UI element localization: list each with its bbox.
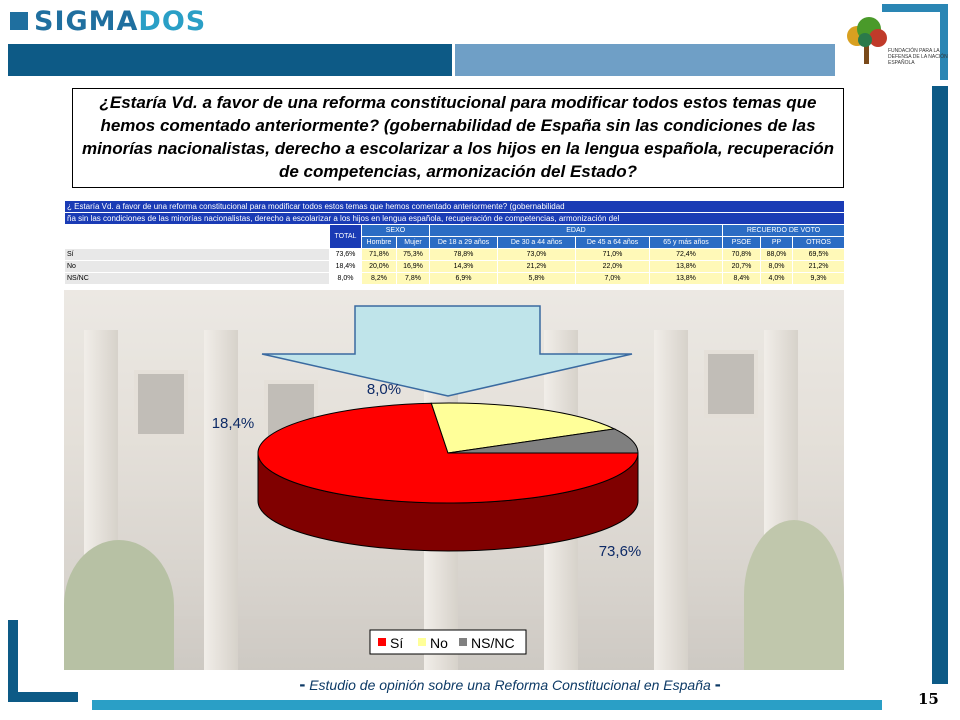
down-arrow-icon xyxy=(262,306,632,396)
data-label: 8,0% xyxy=(366,381,402,398)
chart-legend xyxy=(370,630,526,654)
cell: 8,4% xyxy=(723,273,761,285)
column-header: Mujer xyxy=(397,237,430,249)
cell: 21,2% xyxy=(793,261,845,273)
cell: 71,0% xyxy=(576,249,650,261)
legend-swatch xyxy=(378,638,386,646)
cell: 16,9% xyxy=(397,261,430,273)
cell: 8,2% xyxy=(362,273,397,285)
column-header: De 18 a 29 años xyxy=(430,237,498,249)
cell: 88,0% xyxy=(761,249,793,261)
column-header: OTROS xyxy=(793,237,845,249)
cell: 69,5% xyxy=(793,249,845,261)
cell-total: 18,4% xyxy=(330,261,362,273)
row-label: No xyxy=(65,261,330,273)
row-label: NS/NC xyxy=(65,273,330,285)
group-header-voto: RECUERDO DE VOTO xyxy=(723,225,845,237)
legend-label: NS/NC xyxy=(471,635,515,651)
cell: 78,8% xyxy=(430,249,498,261)
cell: 4,0% xyxy=(761,273,793,285)
sigmados-logo: SIGMADOS xyxy=(34,6,207,37)
total-header: TOTAL xyxy=(330,225,362,249)
legend-label: No xyxy=(430,635,448,651)
legend-swatch xyxy=(459,638,467,646)
legend-swatch xyxy=(418,638,426,646)
cell: 8,0% xyxy=(761,261,793,273)
cell: 70,8% xyxy=(723,249,761,261)
legend-label: Sí xyxy=(390,635,404,651)
cell: 73,0% xyxy=(498,249,576,261)
cell-total: 8,0% xyxy=(330,273,362,285)
cell: 75,3% xyxy=(397,249,430,261)
table-title-line1: ¿ Estaría Vd. a favor de una reforma constitucional para modificar todos estos temas que hemos comentado anteriormente? (gobernabilidad xyxy=(65,201,845,213)
cell: 20,7% xyxy=(723,261,761,273)
column-header: De 30 a 44 años xyxy=(498,237,576,249)
question-box: ¿Estaría Vd. a favor de una reforma constitucional para modificar todos estos temas que hemos comentado anteriormente? (gobernabilidad de España sin las condiciones de las minorías nacionalistas, derecho a escolarizar a los hijos en la lengua española, recuperación de competencias, armonización del Estado? xyxy=(72,88,844,188)
cell: 22,0% xyxy=(576,261,650,273)
foundation-text: FUNDACIÓN PARA LA DEFENSA DE LA NACIÓN ESPAÑOLA xyxy=(888,48,948,66)
cell: 5,8% xyxy=(498,273,576,285)
cell: 13,8% xyxy=(650,261,723,273)
page-number: 15 xyxy=(918,690,939,708)
cell: 14,3% xyxy=(430,261,498,273)
cell: 7,0% xyxy=(576,273,650,285)
data-label: 18,4% xyxy=(211,415,255,432)
cell: 7,8% xyxy=(397,273,430,285)
cell-total: 73,6% xyxy=(330,249,362,261)
column-header: PP xyxy=(761,237,793,249)
cell: 71,8% xyxy=(362,249,397,261)
footer-caption: - Estudio de opinión sobre una Reforma Constitucional en España - xyxy=(299,674,721,694)
cell: 21,2% xyxy=(498,261,576,273)
row-label: Sí xyxy=(65,249,330,261)
group-header-edad: EDAD xyxy=(430,225,723,237)
column-header: 65 y más años xyxy=(650,237,723,249)
cell: 72,4% xyxy=(650,249,723,261)
table-title-line2: ña sin las condiciones de las minorías nacionalistas, derecho a escolarizar a los hijos en lengua española, recuperación de competencias, armonización del xyxy=(65,213,845,225)
group-header-sexo: SEXO xyxy=(362,225,430,237)
column-header: Hombre xyxy=(362,237,397,249)
column-header: PSOE xyxy=(723,237,761,249)
cell: 20,0% xyxy=(362,261,397,273)
cell: 6,9% xyxy=(430,273,498,285)
column-header: De 45 a 64 años xyxy=(576,237,650,249)
data-label: 73,6% xyxy=(598,543,642,560)
cell: 9,3% xyxy=(793,273,845,285)
cell: 13,8% xyxy=(650,273,723,285)
